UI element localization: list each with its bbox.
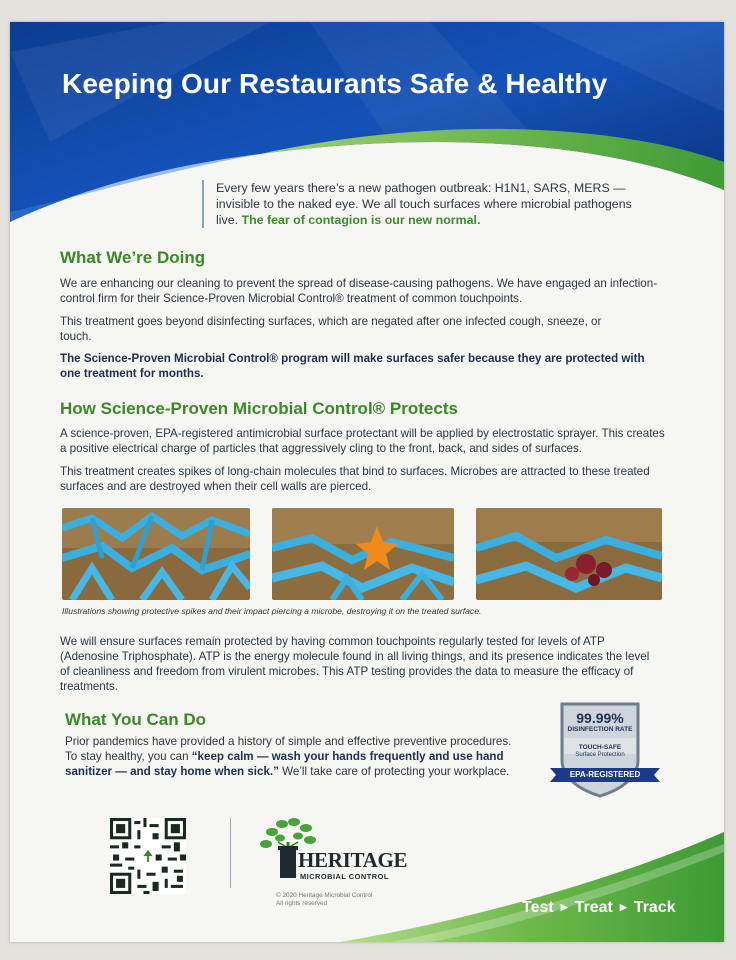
epa-badge [550,700,660,800]
badge-surface: Surface Protection [575,752,625,758]
protects-paragraph-2: This treatment creates spikes of long-chain molecules that bind to surfaces. Microbes are attracted to these treated surfaces and are destroyed when their cell walls are pierced. [60,465,650,493]
arrow-right-icon: ▶ [619,902,627,912]
copyright-text [276,892,372,908]
cando-text-2: We’ll take care of protecting your workplace. [278,765,510,778]
heading-what-were-doing: What We’re Doing [60,248,206,267]
doing-paragraph-2: This treatment goes beyond disinfecting surfaces, which are negated after one infected cough, sneeze, or touch. [60,315,602,343]
badge-ribbon: EPA-REGISTERED [569,770,641,779]
protects-paragraph-1: A science-proven, EPA-registered antimicrobial surface protectant will be applied by electrostatic sprayer. This creates a positive electrical charge of particles that aggressively cling to the front, back, and sides of surfaces. [60,427,665,455]
illustration-caption: Illustrations showing protective spikes and their impact piercing a microbe, destroying it on the treated surface. [62,606,482,616]
cando-paragraph [65,734,520,779]
qr-code[interactable] [110,818,186,894]
heading-what-you-can-do: What You Can Do [65,710,207,729]
badge-touch-safe: TOUCH-SAFE [578,744,622,751]
flyer-sheet [10,22,724,942]
logo-wordmark: HERITAGE [298,848,408,872]
logo-subtitle: MICROBIAL CONTROL [300,872,389,881]
page-title: Keeping Our Restaurants Safe & Healthy [62,68,608,99]
arrow-right-icon: ▶ [560,902,568,912]
step-track: Track [633,899,676,916]
intro-text [202,180,636,228]
step-treat: Treat [574,899,613,916]
badge-rate: 99.99% [576,710,624,726]
test-treat-track [522,899,676,917]
heading-how-protects: How Science-Proven Microbial Control® Protects [60,399,458,418]
copyright-line: © 2020 Heritage Microbial Control [276,892,373,899]
cando-text-1: Prior pandemics have provided a history of simple and effective preventive procedures. To stay healthy, you can [65,735,512,763]
illustration-spikes [62,508,250,600]
illustration-microbe-pierced [476,508,662,600]
doing-paragraph-1: We are enhancing our cleaning to prevent the spread of disease-causing pathogens. We have engaged an infection-control firm for their Science-Proven Microbial Control® treatment of common touchpoints. [60,277,658,305]
doing-paragraph-3: The Science-Proven Microbial Control® program will make surfaces safer because they are protected with one treatment for months. [60,352,645,380]
atp-paragraph: We will ensure surfaces remain protected by having common touchpoints regularly tested for levels of ATP (Adenosine Triphosphate). ATP is the energy molecule found in all living things, and its presence indicates the level of cleanliness and freedom from virulent microbes. This ATP testing provides the data to measure the efficacy of treatments. [60,635,650,693]
footer-divider [230,818,231,888]
step-test: Test [522,899,554,916]
intro-body: Every few years there’s a new pathogen outbreak: H1N1, SARS, MERS — invisible to the naked eye. We all touch surfaces where microbial pathogens live. [216,181,632,227]
badge-rate-label: DISINFECTION RATE [567,726,633,733]
rights-line: All rights reserved [276,900,328,907]
intro-highlight: The fear of contagion is our new normal. [241,213,481,227]
illustration-microbe-landing [272,508,454,600]
cando-emphasis: “keep calm — wash your hands frequently and use hand sanitizer — and stay home when sick.” [65,750,504,778]
